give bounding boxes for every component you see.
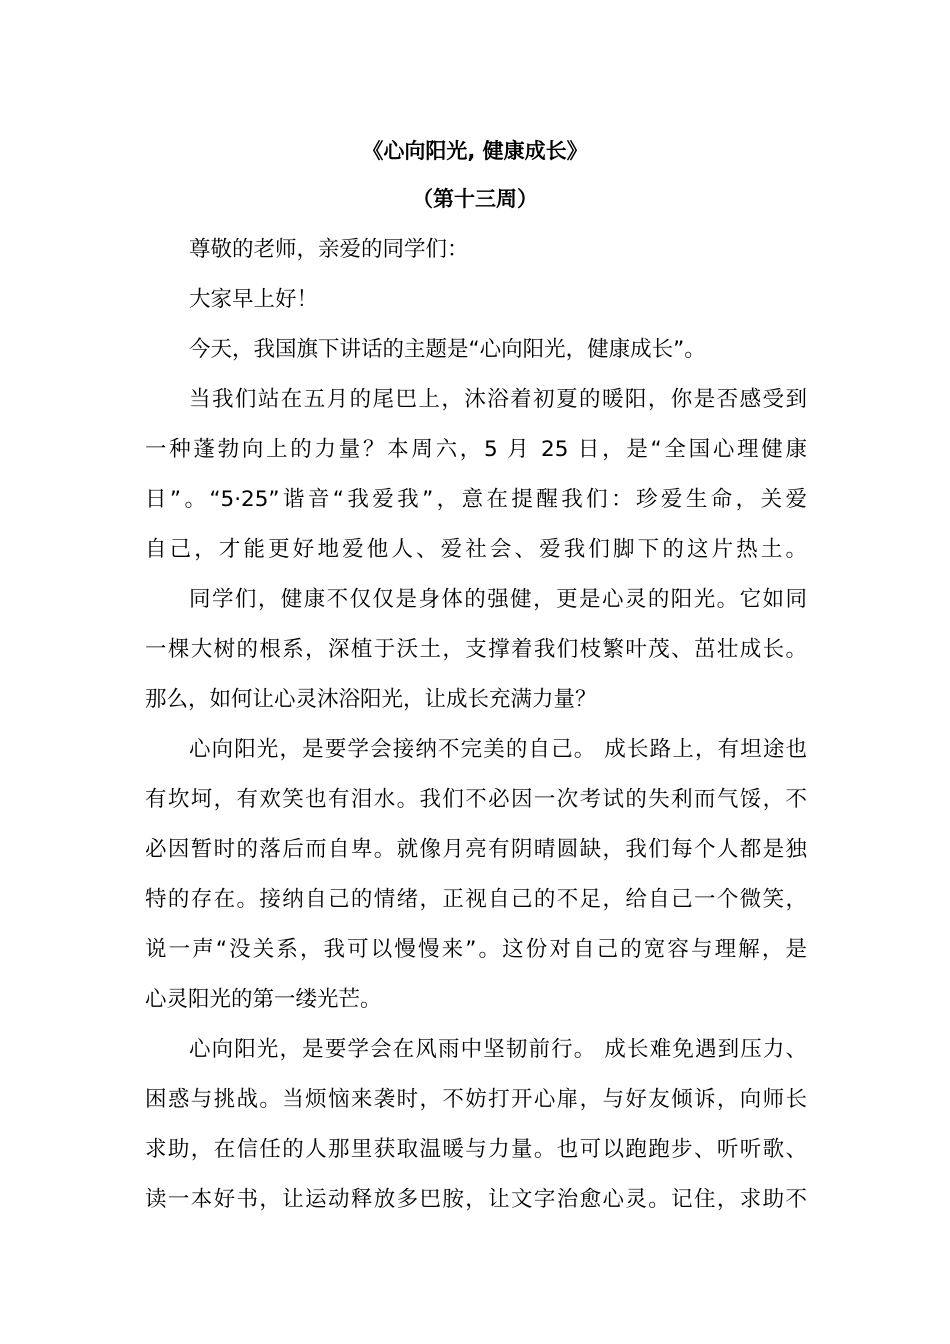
paragraph-line: 今天，我国旗下讲话的主题是“心向阳光，健康成长”。 (189, 337, 706, 362)
paragraph-line: 困惑与挑战。当烦恼来袭时，不妨打开心扉，与好友倾诉，向师长 (145, 1087, 807, 1112)
document-title: 《心向阳光, 健康成长》 (362, 139, 588, 163)
paragraph-line: 当我们站在五月的尾巴上，沐浴着初夏的暖阳，你是否感受到 (189, 387, 807, 412)
paragraph-line: 有坎坷，有欢笑也有泪水。我们不必因一次考试的失利而气馁，不 (145, 787, 807, 812)
paragraph-line: 说一声“没关系，我可以慢慢来”。这份对自己的宽容与理解，是 (145, 937, 807, 962)
paragraph-line: 读一本好书，让运动释放多巴胺，让文字治愈心灵。记住，求助不 (145, 1187, 807, 1212)
paragraph-line: 一棵大树的根系，深植于沃土，支撑着我们枝繁叶茂、茁壮成长。 (145, 637, 807, 662)
document-subtitle: （第十三周） (412, 187, 538, 211)
paragraph-line: 必因暂时的落后而自卑。就像月亮有阴晴圆缺，我们每个人都是独 (145, 837, 807, 862)
paragraph-line: 日”。“5·25”谐音“我爱我”，意在提醒我们：珍爱生命，关爱 (145, 487, 807, 512)
greeting-line: 大家早上好！ (189, 287, 319, 312)
paragraph-line: 心向阳光，是要学会在风雨中坚韧前行。 成长难免遇到压力、 (189, 1037, 807, 1062)
paragraph-line: 一种蓬勃向上的力量？本周六，5 月 25 日，是“全国心理健康 (145, 437, 807, 462)
paragraph-line: 那么，如何让心灵沐浴阳光，让成长充满力量？ (145, 687, 597, 712)
paragraph-line: 自己，才能更好地爱他人、爱社会、爱我们脚下的这片热土。 (145, 537, 807, 562)
paragraph-line: 同学们，健康不仅仅是身体的强健，更是心灵的阳光。它如同 (189, 587, 807, 612)
paragraph-line: 特的存在。接纳自己的情绪，正视自己的不足，给自己一个微笑， (145, 887, 807, 912)
paragraph-line: 心向阳光，是要学会接纳不完美的自己。 成长路上，有坦途也 (189, 737, 807, 762)
paragraph-line: 求助，在信任的人那里获取温暖与力量。也可以跑跑步、听听歌、 (145, 1137, 807, 1162)
paragraph-line: 心灵阳光的第一缕光芒。 (145, 987, 382, 1012)
greeting-line: 尊敬的老师，亲爱的同学们： (189, 237, 469, 262)
